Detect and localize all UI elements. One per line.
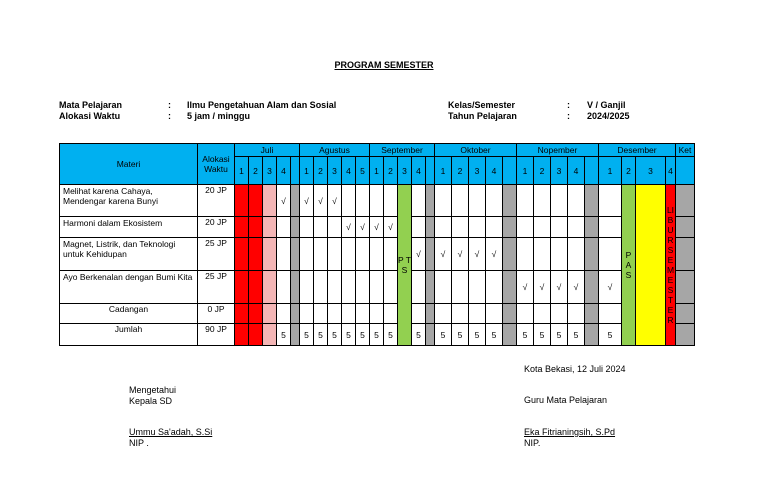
hours-value: 5: [300, 324, 314, 346]
hours-value: 5: [568, 324, 585, 346]
week-label: 3: [636, 157, 666, 185]
check-mark: √: [599, 271, 622, 304]
cell-red: [235, 271, 249, 304]
cell-empty: [277, 238, 291, 271]
cell-empty: [356, 271, 370, 304]
check-mark: √: [486, 238, 503, 271]
cell-gray: [291, 304, 300, 324]
cell-empty: [435, 304, 452, 324]
signature-left: [129, 385, 176, 407]
cell-empty: [517, 217, 534, 238]
week-label: 1: [517, 157, 534, 185]
cell-empty: [384, 185, 398, 217]
left-line2: Kepala SD: [129, 396, 173, 406]
week-spacer: [291, 157, 300, 185]
cell-empty: [277, 271, 291, 304]
cell-empty: [384, 271, 398, 304]
cell-gray: [585, 324, 599, 346]
cell-gray: [426, 238, 435, 271]
week-label: 4: [412, 157, 426, 185]
cell-empty: [568, 185, 585, 217]
week-spacer: [585, 157, 599, 185]
cell-empty: [435, 217, 452, 238]
hours-value: 5: [534, 324, 551, 346]
cell-empty: [551, 217, 568, 238]
info-value-alokasi: 5 jam / minggu: [187, 111, 251, 121]
cell-gray: [426, 271, 435, 304]
cell-empty: [534, 304, 551, 324]
cell-empty: [486, 217, 503, 238]
week-label: 5: [356, 157, 370, 185]
cell-gray: [426, 185, 435, 217]
check-mark: √: [342, 217, 356, 238]
week-label: 4: [486, 157, 503, 185]
cell-gray: [585, 304, 599, 324]
page-title: PROGRAM SEMESTER: [334, 60, 434, 70]
cell-empty: [551, 304, 568, 324]
cell-pink: [263, 324, 277, 346]
hours-value: 5: [370, 324, 384, 346]
hours-value: 5: [314, 324, 328, 346]
info-label-alokasi: Alokasi Waktu: [59, 111, 121, 121]
cell-gray: [291, 324, 300, 346]
hours-value: 5: [277, 324, 291, 346]
week-label: 3: [263, 157, 277, 185]
hours-value: 5: [412, 324, 426, 346]
cell-empty: [568, 238, 585, 271]
info-sep: :: [168, 100, 171, 110]
week-label: 2: [452, 157, 469, 185]
check-mark: √: [412, 238, 426, 271]
cell-empty: [599, 185, 622, 217]
hours-value: 5: [384, 324, 398, 346]
cell-empty: [435, 271, 452, 304]
cell-empty: [370, 185, 384, 217]
info-value-tahun: 2024/2025: [587, 111, 630, 121]
cell-yellow: [636, 185, 666, 346]
cell-red: [249, 304, 263, 324]
cell-empty: [384, 238, 398, 271]
cell-empty: [328, 304, 342, 324]
week-label: 1: [235, 157, 249, 185]
cell-empty: [342, 238, 356, 271]
hours-value: 5: [469, 324, 486, 346]
week-label: 2: [249, 157, 263, 185]
cell-red: [249, 217, 263, 238]
cell-empty: [314, 217, 328, 238]
cell-gray: [503, 217, 517, 238]
row-alokasi: 25 JP: [198, 271, 235, 304]
cell-red: [235, 217, 249, 238]
cell-empty: [599, 238, 622, 271]
week-label: 2: [384, 157, 398, 185]
cell-pink: [263, 217, 277, 238]
cell-empty: [517, 185, 534, 217]
week-label: 1: [435, 157, 452, 185]
cell-empty: [314, 304, 328, 324]
cell-empty: [356, 304, 370, 324]
row-alokasi: 20 JP: [198, 217, 235, 238]
row-alokasi: 0 JP: [198, 304, 235, 324]
info-label-kelas: Kelas/Semester: [448, 100, 516, 110]
hours-value: 5: [435, 324, 452, 346]
check-mark: √: [300, 185, 314, 217]
row-materi: Harmoni dalam Ekosistem: [60, 217, 198, 238]
left-name: Ummu Sa'adah, S.Si: [129, 427, 213, 437]
cell-empty: [568, 217, 585, 238]
cell-gray: [676, 271, 695, 304]
cell-empty: [534, 185, 551, 217]
cell-gray: [503, 271, 517, 304]
check-mark: √: [517, 271, 534, 304]
info-left-seps: [168, 100, 171, 122]
cell-empty: [277, 217, 291, 238]
cell-empty: [314, 238, 328, 271]
month-juli: Juli: [235, 144, 300, 157]
month-september: September: [370, 144, 435, 157]
row-materi: Cadangan: [60, 304, 198, 324]
cell-gray: [503, 324, 517, 346]
cell-red: [235, 238, 249, 271]
cell-empty: [435, 185, 452, 217]
cell-empty: [412, 185, 426, 217]
week-label: 1: [370, 157, 384, 185]
cell-pink: [263, 304, 277, 324]
cell-gray: [676, 185, 695, 217]
info-label-mapel: Mata Pelajaran: [59, 100, 123, 110]
month-agustus: Agustus: [300, 144, 370, 157]
check-mark: √: [314, 185, 328, 217]
cell-red: [235, 185, 249, 217]
left-nip: NIP .: [129, 438, 149, 448]
cell-red: [249, 271, 263, 304]
cell-pink: [263, 271, 277, 304]
check-mark: √: [551, 271, 568, 304]
row-alokasi: 20 JP: [198, 185, 235, 217]
cell-gray: [585, 238, 599, 271]
cell-empty: [412, 304, 426, 324]
check-mark: √: [356, 217, 370, 238]
check-mark: √: [452, 238, 469, 271]
cell-red: [249, 324, 263, 346]
cell-empty: [452, 185, 469, 217]
cell-red: [249, 185, 263, 217]
place-date: Kota Bekasi, 12 Juli 2024: [524, 364, 626, 374]
cell-empty: [517, 304, 534, 324]
info-right-values: [587, 100, 630, 122]
week-label: 2: [534, 157, 551, 185]
week-label: 3: [398, 157, 412, 185]
cell-empty: [452, 217, 469, 238]
cell-gray: [503, 238, 517, 271]
cell-empty: [599, 217, 622, 238]
cell-empty: [300, 217, 314, 238]
week-label: 4: [277, 157, 291, 185]
cell-gray: [585, 185, 599, 217]
check-mark: √: [370, 217, 384, 238]
cell-gray: [585, 217, 599, 238]
info-value-kelas: V / Ganjil: [587, 100, 626, 110]
cell-gray: [503, 185, 517, 217]
week-label: 4: [342, 157, 356, 185]
check-mark: √: [534, 271, 551, 304]
month-nopember: Nopember: [517, 144, 599, 157]
hours-value: 5: [452, 324, 469, 346]
cell-empty: [300, 271, 314, 304]
month-oktober: Oktober: [435, 144, 517, 157]
cell-empty: [370, 238, 384, 271]
hours-value: 5: [342, 324, 356, 346]
week-label: 1: [300, 157, 314, 185]
cell-gray: [676, 238, 695, 271]
cell-empty: [469, 185, 486, 217]
right-role: Guru Mata Pelajaran: [524, 395, 608, 405]
cell-empty: [356, 185, 370, 217]
cell-empty: [412, 271, 426, 304]
info-sep: :: [168, 111, 171, 121]
hours-value: 5: [486, 324, 503, 346]
cell-empty: [328, 238, 342, 271]
cell-empty: [568, 304, 585, 324]
month-desember: Desember: [599, 144, 676, 157]
week-label: 2: [314, 157, 328, 185]
cell-empty: [300, 238, 314, 271]
cell-empty: [277, 304, 291, 324]
week-label: 2: [622, 157, 636, 185]
cell-empty: [314, 271, 328, 304]
week-label: 1: [599, 157, 622, 185]
check-mark: √: [568, 271, 585, 304]
header-alokasi: Alokasi Waktu: [198, 144, 235, 185]
hours-value: 5: [551, 324, 568, 346]
info-label-tahun: Tahun Pelajaran: [448, 111, 517, 121]
cell-empty: [328, 217, 342, 238]
info-left-values: [187, 100, 336, 122]
cell-empty: [534, 238, 551, 271]
info-right-seps: [567, 100, 570, 122]
check-mark: √: [328, 185, 342, 217]
cell-empty: [517, 238, 534, 271]
hours-value: 5: [356, 324, 370, 346]
row-materi: Melihat karena Cahaya, Mendengar karena Bunyi: [60, 185, 198, 217]
row-materi: Jumlah: [60, 324, 198, 346]
signature-left-name-block: [129, 427, 212, 449]
week-label: 3: [469, 157, 486, 185]
libur-semester-column: LI B U R SE M ES TE R: [666, 185, 676, 346]
hours-value: 5: [599, 324, 622, 346]
cell-gray: [426, 217, 435, 238]
row-materi: Ayo Berkenalan dengan Bumi Kita: [60, 271, 198, 304]
cell-empty: [469, 217, 486, 238]
ket-spacer: [676, 157, 695, 185]
header-ket: Ket: [676, 144, 695, 157]
info-right-labels: [448, 100, 517, 122]
week-spacer: [503, 157, 517, 185]
cell-empty: [469, 304, 486, 324]
pts-column: P T S: [398, 185, 412, 346]
right-nip: NIP.: [524, 438, 541, 448]
cell-empty: [469, 271, 486, 304]
cell-gray: [291, 271, 300, 304]
cell-gray: [676, 324, 695, 346]
cell-gray: [503, 304, 517, 324]
cell-gray: [426, 304, 435, 324]
cell-empty: [300, 304, 314, 324]
week-label: 3: [328, 157, 342, 185]
cell-empty: [599, 304, 622, 324]
cell-empty: [551, 185, 568, 217]
cell-red: [235, 304, 249, 324]
cell-empty: [356, 238, 370, 271]
cell-gray: [585, 271, 599, 304]
week-label: 4: [666, 157, 676, 185]
cell-gray: [291, 238, 300, 271]
cell-gray: [676, 304, 695, 324]
cell-gray: [676, 217, 695, 238]
cell-empty: [412, 217, 426, 238]
right-name: Eka Fitrianingsih, S.Pd: [524, 427, 616, 437]
check-mark: √: [277, 185, 291, 217]
cell-gray: [291, 185, 300, 217]
cell-empty: [486, 185, 503, 217]
cell-pink: [263, 185, 277, 217]
cell-empty: [370, 271, 384, 304]
cell-pink: [263, 238, 277, 271]
cell-empty: [384, 304, 398, 324]
check-mark: √: [435, 238, 452, 271]
signature-right-name-block: [524, 427, 615, 449]
check-mark: √: [384, 217, 398, 238]
row-alokasi: 90 JP: [198, 324, 235, 346]
week-spacer: [426, 157, 435, 185]
cell-gray: [426, 324, 435, 346]
program-semester-table: [59, 143, 695, 346]
header-materi: Materi: [60, 144, 198, 185]
cell-empty: [370, 304, 384, 324]
cell-empty: [534, 217, 551, 238]
cell-empty: [342, 185, 356, 217]
cell-empty: [452, 271, 469, 304]
left-line1: Mengetahui: [129, 385, 177, 395]
week-label: 3: [551, 157, 568, 185]
cell-empty: [486, 271, 503, 304]
hours-value: 5: [517, 324, 534, 346]
cell-gray: [291, 217, 300, 238]
info-sep: :: [567, 111, 570, 121]
cell-empty: [486, 304, 503, 324]
info-sep: :: [567, 100, 570, 110]
check-mark: √: [469, 238, 486, 271]
cell-empty: [452, 304, 469, 324]
week-label: 4: [568, 157, 585, 185]
row-materi: Magnet, Listrik, dan Teknologi untuk Kehidupan: [60, 238, 198, 271]
cell-red: [235, 324, 249, 346]
pas-column: P A S: [622, 185, 636, 346]
info-left-labels: [59, 100, 122, 122]
row-alokasi: 25 JP: [198, 238, 235, 271]
hours-value: 5: [328, 324, 342, 346]
cell-red: [249, 238, 263, 271]
info-value-mapel: Ilmu Pengetahuan Alam dan Sosial: [187, 100, 337, 110]
cell-empty: [551, 238, 568, 271]
cell-empty: [328, 271, 342, 304]
cell-empty: [342, 304, 356, 324]
cell-empty: [342, 271, 356, 304]
